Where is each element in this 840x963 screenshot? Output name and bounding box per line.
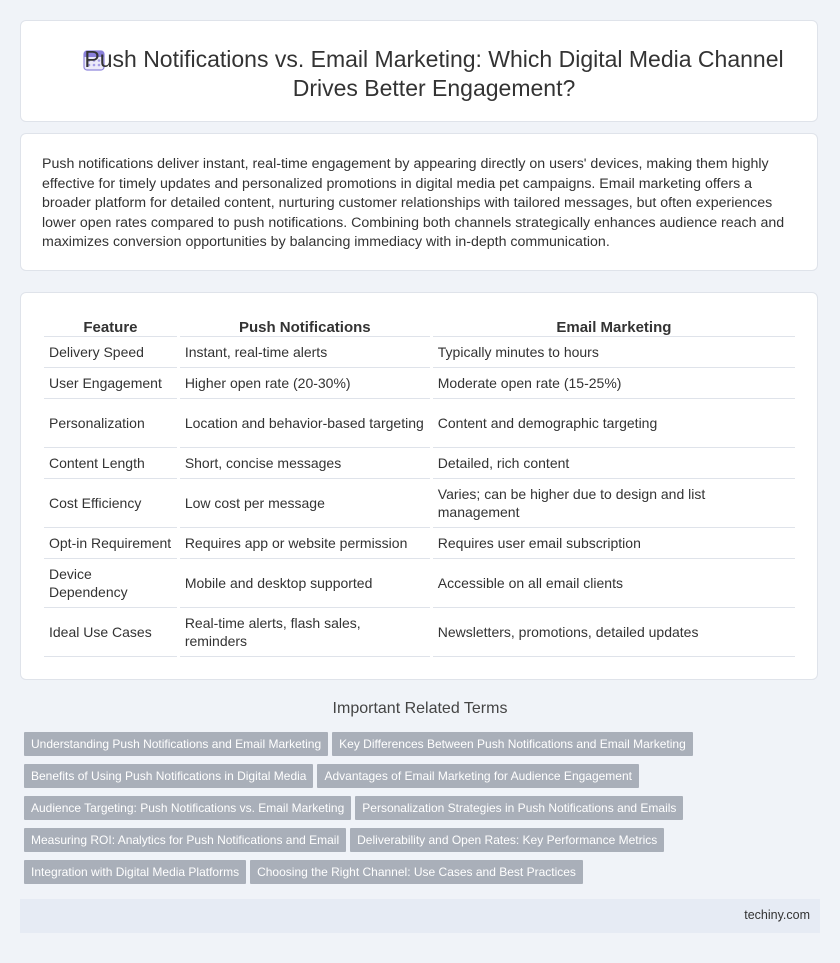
table-row — [44, 448, 795, 479]
related-term-tag[interactable]: Advantages of Email Marketing for Audience Engagement — [317, 764, 639, 788]
related-term-tag[interactable]: Integration with Digital Media Platforms — [24, 860, 246, 884]
column-header-email: Email Marketing — [433, 316, 795, 337]
related-term-tag[interactable]: Deliverability and Open Rates: Key Performance Metrics — [350, 828, 664, 852]
table-row — [44, 528, 795, 559]
table-cell: Requires app or website permission — [180, 528, 430, 559]
related-term-tag[interactable]: Measuring ROI: Analytics for Push Notifications and Email — [24, 828, 346, 852]
table-cell: Delivery Speed — [44, 337, 177, 368]
table-row — [44, 368, 795, 399]
related-term-tag[interactable]: Audience Targeting: Push Notifications vs. Email Marketing — [24, 796, 351, 820]
related-terms-title: Important Related Terms — [332, 700, 508, 717]
related-term-tag[interactable]: Choosing the Right Channel: Use Cases and Best Practices — [250, 860, 583, 884]
table-cell: Content and demographic targeting — [433, 399, 795, 448]
table-header-row — [44, 316, 795, 337]
table-row — [44, 337, 795, 368]
table-cell: Location and behavior-based targeting — [180, 399, 430, 448]
related-terms-list — [24, 732, 724, 892]
table-cell: Low cost per message — [180, 479, 430, 528]
page-title: Push Notifications vs. Email Marketing: Which Digital Media Channel Drives Better Engagement? — [84, 46, 784, 101]
related-term-tag[interactable]: Understanding Push Notifications and Email Marketing — [24, 732, 328, 756]
comparison-table-card — [20, 292, 818, 680]
table-cell: Opt-in Requirement — [44, 528, 177, 559]
table-cell: Newsletters, promotions, detailed updates — [433, 608, 795, 657]
footer — [20, 899, 820, 933]
footer-site-link[interactable]: techiny.com — [744, 908, 810, 922]
table-cell: Short, concise messages — [180, 448, 430, 479]
table-cell: Content Length — [44, 448, 177, 479]
table-row — [44, 479, 795, 528]
title-card — [20, 20, 818, 122]
intro-card — [20, 133, 818, 271]
table-cell: User Engagement — [44, 368, 177, 399]
table-cell: Ideal Use Cases — [44, 608, 177, 657]
related-term-tag[interactable]: Key Differences Between Push Notifications and Email Marketing — [332, 732, 693, 756]
table-cell: Device Dependency — [44, 559, 177, 608]
intro-paragraph: Push notifications deliver instant, real-time engagement by appearing directly on users' devices, making them highly effective for timely updates and personalized promotions in digital media pet campaigns. Email marketing offers a broader platform for detailed content, nurturing customer relationships with tailored messages, but often experiences lower open rates compared to push notifications. Combining both channels strategically enhances audience reach and maximizes conversion opportunities by balancing immediacy with in-depth communication. — [42, 156, 785, 251]
table-row — [44, 608, 795, 657]
table-row — [44, 559, 795, 608]
related-term-tag[interactable]: Benefits of Using Push Notifications in Digital Media — [24, 764, 313, 788]
table-cell: Mobile and desktop supported — [180, 559, 430, 608]
table-cell: Typically minutes to hours — [433, 337, 795, 368]
table-cell: Cost Efficiency — [44, 479, 177, 528]
column-header-feature: Feature — [44, 316, 177, 337]
table-row — [44, 399, 795, 448]
table-cell: Moderate open rate (15-25%) — [433, 368, 795, 399]
table-cell: Accessible on all email clients — [433, 559, 795, 608]
related-term-tag[interactable]: Personalization Strategies in Push Notifications and Emails — [355, 796, 683, 820]
table-cell: Real-time alerts, flash sales, reminders — [180, 608, 430, 657]
table-cell: Requires user email subscription — [433, 528, 795, 559]
table-cell: Detailed, rich content — [433, 448, 795, 479]
comparison-table — [41, 316, 798, 657]
column-header-push: Push Notifications — [180, 316, 430, 337]
table-cell: Higher open rate (20-30%) — [180, 368, 430, 399]
table-cell: Personalization — [44, 399, 177, 448]
table-cell: Varies; can be higher due to design and list management — [433, 479, 795, 528]
table-cell: Instant, real-time alerts — [180, 337, 430, 368]
